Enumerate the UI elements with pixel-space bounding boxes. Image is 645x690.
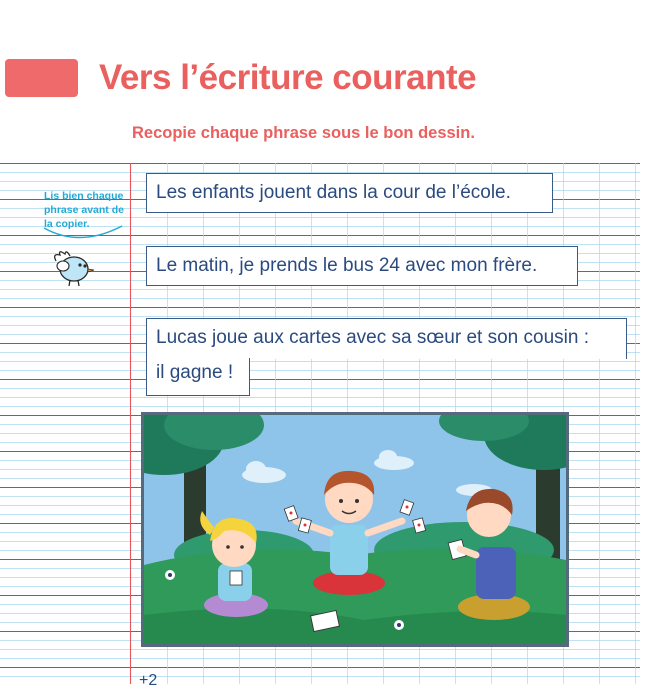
card-game-illustration	[141, 412, 569, 647]
reading-tip: Lis bien chaque phrase avant de la copier.	[44, 190, 124, 230]
children-playing-cards-picture	[144, 415, 566, 644]
tip-speech-curve	[40, 222, 130, 252]
sentence-box-1	[146, 173, 553, 213]
sentence-text: il gagne !	[156, 362, 234, 383]
page-title: Vers l’écriture courante	[99, 58, 477, 97]
bird-icon	[50, 249, 98, 289]
sentence-text: Les enfants jouent dans la cour de l’école.	[156, 182, 511, 203]
sentence-text: Le matin, je prends le bus 24 avec mon frère.	[156, 255, 538, 276]
sentence-box-2	[146, 246, 578, 286]
sentence-box-3-line-2	[146, 358, 250, 396]
bottom-mark: +2	[139, 672, 158, 689]
exercise-instruction: Recopie chaque phrase sous le bon dessin.	[132, 124, 475, 142]
sentence-box-3-line-1	[146, 318, 627, 359]
title-chip	[5, 59, 78, 97]
sentence-box-join	[147, 355, 249, 361]
sentence-text: Lucas joue aux cartes avec sa sœur et son cousin :	[156, 327, 589, 348]
